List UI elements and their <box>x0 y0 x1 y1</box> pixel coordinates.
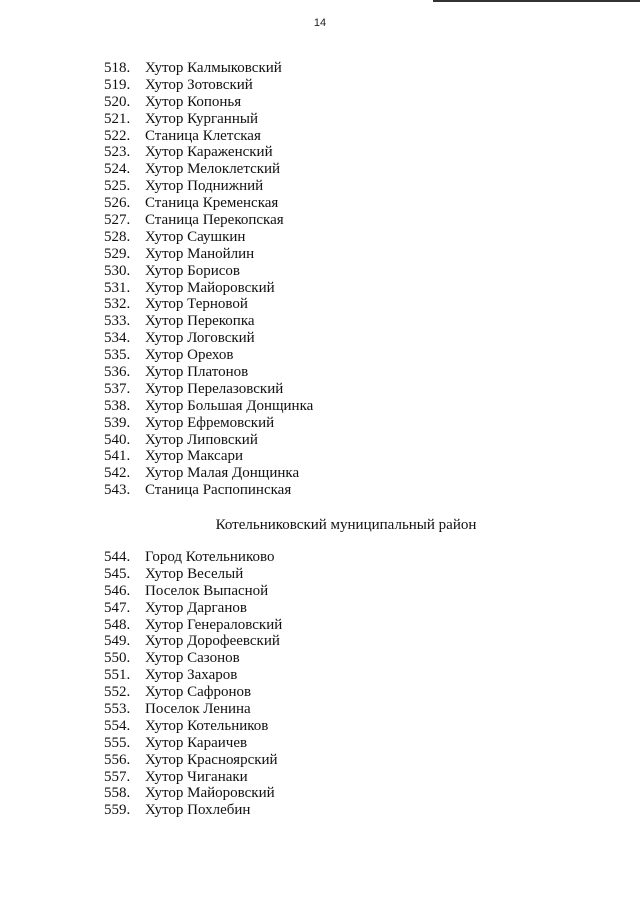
list-item <box>0 701 640 718</box>
list-item <box>0 364 640 381</box>
list-item <box>0 769 640 786</box>
settlement-name: Хутор Максари <box>145 448 244 465</box>
item-number: 546. <box>104 582 131 599</box>
item-number: 541. <box>104 448 131 465</box>
item-number: 520. <box>104 93 131 110</box>
list-item <box>0 246 640 263</box>
settlement-name: Хутор Дорофеевский <box>145 633 280 650</box>
settlement-name: Хутор Перекопка <box>145 313 255 330</box>
item-number: 549. <box>104 633 131 650</box>
list-item <box>0 684 640 701</box>
list-item <box>0 77 640 94</box>
list-item <box>0 465 640 482</box>
list-item <box>0 296 640 313</box>
settlement-name: Хутор Сафронов <box>145 684 252 701</box>
settlement-name: Хутор Ефремовский <box>145 414 275 431</box>
list-item <box>0 617 640 634</box>
settlement-name: Поселок Выпасной <box>145 582 269 599</box>
item-number: 539. <box>104 414 131 431</box>
settlement-name: Хутор Большая Донщинка <box>145 397 314 414</box>
list-item <box>0 718 640 735</box>
settlement-name: Хутор Платонов <box>145 364 249 381</box>
item-number: 533. <box>104 313 131 330</box>
settlement-list-group-1 <box>0 60 640 499</box>
item-number: 527. <box>104 212 131 229</box>
settlement-name: Город Котельниково <box>145 549 275 565</box>
list-item <box>0 161 640 178</box>
item-number: 519. <box>104 76 131 93</box>
list-item <box>0 144 640 161</box>
item-number: 524. <box>104 161 131 178</box>
item-number: 558. <box>104 785 131 802</box>
settlement-name: Станица Перекопская <box>145 212 284 229</box>
list-item <box>0 263 640 280</box>
list-item <box>0 549 640 566</box>
item-number: 532. <box>104 296 131 313</box>
item-number: 540. <box>104 431 131 448</box>
list-item <box>0 633 640 650</box>
item-number: 522. <box>104 127 131 144</box>
item-number: 528. <box>104 228 131 245</box>
settlement-name: Хутор Мелоклетский <box>145 161 281 178</box>
settlement-name: Хутор Копонья <box>145 93 242 110</box>
item-number: 552. <box>104 684 131 701</box>
settlement-name: Хутор Чиганаки <box>145 768 248 785</box>
item-number: 526. <box>104 195 131 212</box>
list-item <box>0 566 640 583</box>
list-item <box>0 347 640 364</box>
settlement-name: Станица Распопинская <box>145 482 292 499</box>
settlement-name: Станица Клетская <box>145 127 261 144</box>
list-item <box>0 313 640 330</box>
item-number: 538. <box>104 397 131 414</box>
top-border-line <box>433 0 640 2</box>
settlement-name: Станица Кременская <box>145 195 279 212</box>
list-item <box>0 280 640 297</box>
item-number: 548. <box>104 616 131 633</box>
list-item <box>0 650 640 667</box>
list-item <box>0 448 640 465</box>
item-number: 557. <box>104 768 131 785</box>
settlement-list-group-2 <box>0 549 640 819</box>
list-item <box>0 752 640 769</box>
list-item <box>0 111 640 128</box>
item-number: 544. <box>104 549 131 565</box>
item-number: 523. <box>104 144 131 161</box>
item-number: 518. <box>104 60 131 76</box>
settlement-name: Хутор Орехов <box>145 347 234 364</box>
item-number: 534. <box>104 330 131 347</box>
list-item <box>0 785 640 802</box>
list-item <box>0 178 640 195</box>
settlement-name: Хутор Калмыковский <box>145 60 282 76</box>
settlement-name: Хутор Курганный <box>145 110 258 127</box>
settlement-name: Хутор Похлебин <box>145 802 251 819</box>
list-item <box>0 60 640 77</box>
settlement-name: Хутор Манойлин <box>145 245 255 262</box>
item-number: 525. <box>104 178 131 195</box>
item-number: 535. <box>104 347 131 364</box>
settlement-name: Хутор Котельников <box>145 717 269 734</box>
item-number: 521. <box>104 110 131 127</box>
item-number: 542. <box>104 465 131 482</box>
list-item <box>0 381 640 398</box>
list-item <box>0 600 640 617</box>
list-item <box>0 94 640 111</box>
settlement-name: Хутор Дарганов <box>145 599 247 616</box>
list-item <box>0 735 640 752</box>
settlement-name: Поселок Ленина <box>145 701 251 718</box>
page-number: 14 <box>313 17 327 29</box>
list-item <box>0 330 640 347</box>
settlement-name: Хутор Майоровский <box>145 279 275 296</box>
settlement-name: Хутор Генераловский <box>145 616 283 633</box>
settlement-name: Хутор Перелазовский <box>145 380 284 397</box>
settlement-name: Хутор Майоровский <box>145 785 275 802</box>
list-item <box>0 212 640 229</box>
item-number: 529. <box>104 245 131 262</box>
list-item <box>0 482 640 499</box>
list-item <box>0 195 640 212</box>
list-item <box>0 398 640 415</box>
settlement-name: Хутор Терновой <box>145 296 248 313</box>
item-number: 547. <box>104 599 131 616</box>
settlement-name: Хутор Зотовский <box>145 76 253 93</box>
settlement-name: Хутор Борисов <box>145 262 241 279</box>
item-number: 543. <box>104 482 131 499</box>
item-number: 550. <box>104 650 131 667</box>
list-item <box>0 802 640 819</box>
settlement-name: Хутор Логовский <box>145 330 255 347</box>
settlement-name: Хутор Саушкин <box>145 228 246 245</box>
item-number: 553. <box>104 701 131 718</box>
item-number: 530. <box>104 262 131 279</box>
list-item <box>0 583 640 600</box>
list-item <box>0 229 640 246</box>
item-number: 531. <box>104 279 131 296</box>
settlement-name: Хутор Караженский <box>145 144 273 161</box>
list-item <box>0 432 640 449</box>
settlement-name: Хутор Красноярский <box>145 751 278 768</box>
item-number: 554. <box>104 717 131 734</box>
settlement-name: Хутор Захаров <box>145 667 238 684</box>
item-number: 556. <box>104 751 131 768</box>
item-number: 559. <box>104 802 131 819</box>
settlement-name: Хутор Липовский <box>145 431 258 448</box>
settlement-name: Хутор Сазонов <box>145 650 240 667</box>
list-item <box>0 128 640 145</box>
item-number: 536. <box>104 364 131 381</box>
item-number: 537. <box>104 380 131 397</box>
settlement-name: Хутор Караичев <box>145 734 248 751</box>
settlement-name: Хутор Поднижний <box>145 178 264 195</box>
list-item <box>0 415 640 432</box>
item-number: 545. <box>104 565 131 582</box>
item-number: 551. <box>104 667 131 684</box>
item-number: 555. <box>104 734 131 751</box>
section-heading: Котельниковский муниципальный район <box>215 517 477 533</box>
settlement-name: Хутор Малая Донщинка <box>145 465 300 482</box>
settlement-name: Хутор Веселый <box>145 565 244 582</box>
list-item <box>0 667 640 684</box>
